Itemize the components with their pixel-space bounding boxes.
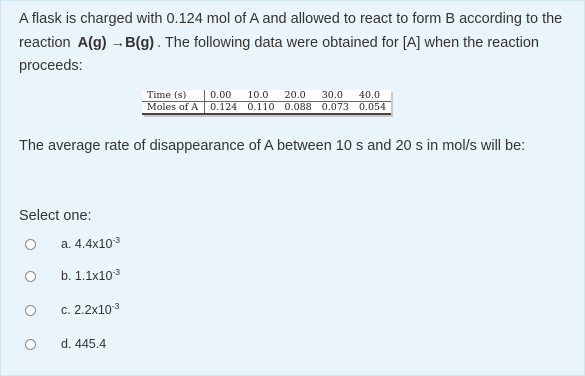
table-cell: 0.124 (205, 102, 243, 115)
table-cell: 0.054 (354, 102, 391, 115)
reaction-equation: A(g) →B(g) (77, 34, 155, 51)
option-text-a: a. 4.4x10 (61, 237, 113, 251)
answer-option-d[interactable] (25, 334, 106, 354)
radio-button-c[interactable] (25, 305, 36, 316)
table-cell: 0.110 (242, 102, 279, 115)
option-exponent-b: -3 (112, 267, 120, 277)
radio-button-a[interactable] (25, 239, 36, 250)
option-exponent-c: -3 (111, 301, 120, 311)
option-text-c: c. 2.2x10 (61, 303, 112, 317)
table-cell: 0.073 (317, 102, 354, 115)
question-text (19, 8, 579, 79)
table-header-moles: Moles of A (142, 102, 205, 115)
radio-button-d[interactable] (25, 339, 36, 350)
table-cell: 40.0 (354, 90, 391, 102)
option-label-b[interactable] (61, 269, 120, 283)
option-label-c[interactable] (61, 303, 119, 317)
answer-option-a[interactable] (25, 234, 120, 254)
question-prompt: The average rate of disappearance of A between 10 s and 20 s in mol/s will be: (19, 138, 526, 154)
option-text-d: d. 445.4 (61, 337, 107, 351)
answer-option-c[interactable] (25, 300, 119, 320)
table-row-moles (142, 102, 391, 115)
option-exponent-a: -3 (112, 235, 120, 245)
table-cell: 0.00 (205, 90, 243, 102)
table-cell: 10.0 (242, 90, 279, 102)
question-intro: A flask is charged with 0.124 mol of A and allowed to react to form B according to the reaction (19, 11, 563, 51)
question-intro-end: . The following data were obtained for [A] when the reaction proceeds: (19, 34, 539, 74)
select-one-label: Select one: (19, 208, 92, 224)
table-cell: 30.0 (317, 90, 354, 102)
table-header-time: Time (s) (142, 90, 205, 102)
data-table (142, 90, 391, 115)
option-label-d[interactable] (61, 337, 106, 351)
table-row-time (142, 90, 391, 102)
option-text-b: b. 1.1x10 (61, 269, 113, 283)
radio-button-b[interactable] (25, 271, 36, 282)
table-cell: 20.0 (280, 90, 317, 102)
table-cell: 0.088 (280, 102, 317, 115)
option-label-a[interactable] (61, 237, 120, 251)
answer-option-b[interactable] (25, 266, 120, 286)
